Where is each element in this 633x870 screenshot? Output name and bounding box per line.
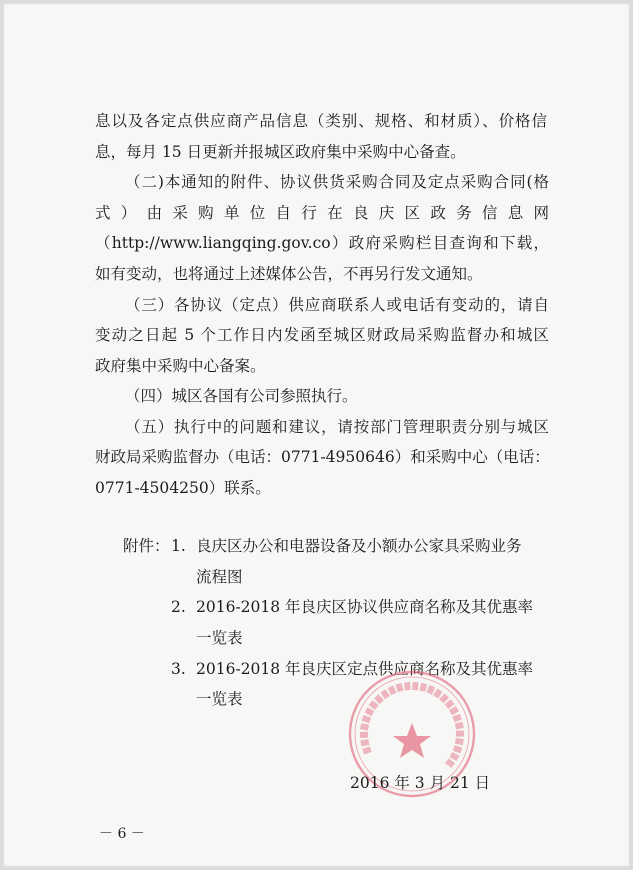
signing-date: 2016 年 3 月 21 日 bbox=[350, 774, 491, 792]
attachment-title-cont: 一览表 bbox=[196, 629, 243, 647]
attachment-title: 2016-2018 年良庆区定点供应商名称及其优惠率 bbox=[196, 660, 534, 678]
paragraph-line: （http://www.liangqing.gov.co）政府采购栏目查询和下载， bbox=[95, 234, 549, 252]
page-number: － 6 － bbox=[99, 826, 145, 842]
attachment-title: 良庆区办公和电器设备及小额办公家具采购业务 bbox=[196, 537, 522, 555]
paragraph-line: （五）执行中的问题和建议，请按部门管理职责分别与城区 bbox=[125, 418, 549, 436]
paragraph-line: 如有变动，也将通过上述媒体公告，不再另行发文通知。 bbox=[95, 265, 483, 283]
attachment-title: 2016-2018 年良庆区协议供应商名称及其优惠率 bbox=[196, 598, 534, 616]
paragraph-line: （三）各协议（定点）供应商联系人或电话有变动的，请自 bbox=[125, 296, 549, 314]
paragraph-line: 财政局采购监督办（电话：0771-4950646）和采购中心（电话： bbox=[95, 448, 550, 466]
paragraph-line: 式 ） 由 采 购 单 位 自 行 在 良 庆 区 政 务 信 息 网 bbox=[95, 204, 549, 222]
attachment-number: 2. bbox=[171, 598, 186, 616]
paragraph-line: 政府集中采购中心备案。 bbox=[95, 357, 266, 375]
paragraph-line: 0771-4504250）联系。 bbox=[95, 479, 271, 497]
paragraph-line: （二)本通知的附件、协议供货采购合同及定点采购合同(格 bbox=[125, 173, 549, 191]
attachment-number: 3. bbox=[171, 660, 186, 678]
document-page bbox=[3, 3, 630, 867]
paragraph-line: （四）城区各国有公司参照执行。 bbox=[125, 387, 358, 405]
attachment-title-cont: 一览表 bbox=[196, 690, 243, 708]
attachments-label: 附件： bbox=[123, 537, 170, 555]
attachment-title-cont: 流程图 bbox=[196, 568, 243, 586]
paragraph-line: 息以及各定点供应商产品信息（类别、规格、和材质）、价格信 bbox=[95, 112, 547, 130]
attachment-number: 1. bbox=[171, 537, 186, 555]
paragraph-line: 变动之日起 5 个工作日内发函至城区财政局采购监督办和城区 bbox=[95, 326, 549, 344]
paragraph-line: 息，每月 15 日更新并报城区政府集中采购中心备查。 bbox=[95, 143, 466, 161]
